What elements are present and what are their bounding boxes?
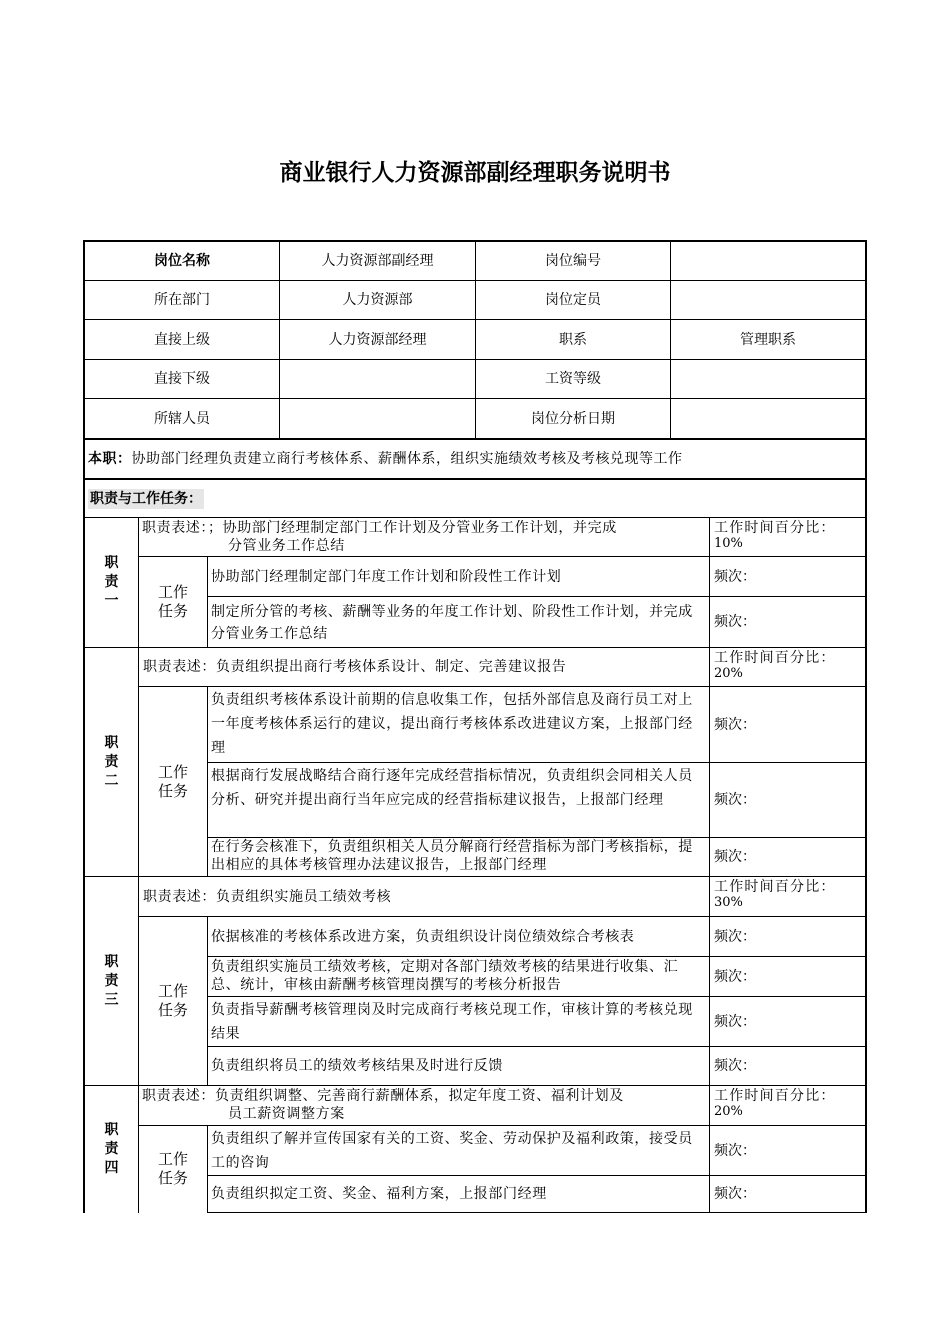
duty-1-time-label: 工作时间百分比： — [714, 520, 836, 536]
department-value: 人力资源部 — [342, 292, 413, 308]
duty-3-task-3: 负责指导薪酬考核管理岗及时完成商行考核兑现工作，审核计算的考核兑现结果 — [211, 1002, 693, 1042]
document-title: 商业银行人力资源部副经理职务说明书 — [279, 160, 671, 186]
department-label: 所在部门 — [154, 292, 210, 308]
duty-2-task-3: 在行务会核准下，负责组织相关人员分解商行经营指标为部门考核指标，提出相应的具体考核管理办法建议报告，上报部门经理 — [211, 839, 693, 873]
duty-4-task-label: 工作任务 — [157, 1150, 188, 1187]
duty-4-time-share — [711, 1086, 865, 1125]
staffing-label: 岗位定员 — [545, 292, 601, 308]
duty-3-time-label: 工作时间百分比： — [714, 879, 836, 895]
analysis-date-label: 岗位分析日期 — [531, 410, 615, 427]
duty-1-task-label-cell — [139, 557, 207, 647]
duty-2-task-2-freq: 频次： — [714, 792, 756, 808]
duty-1-time-share — [711, 518, 865, 556]
duty-3-task-1-freq: 频次： — [714, 928, 756, 945]
duty-2-task-label: 工作任务 — [157, 762, 188, 800]
primary-duty-label: 本职： — [88, 451, 132, 467]
duty-1-time-value: 10% — [714, 536, 743, 551]
duty-1-task-2: 制定所分管的考核、薪酬等业务的年度工作计划、阶段性工作计划，并完成分管业务工作总结 — [211, 604, 693, 642]
managed-staff-value — [280, 399, 475, 438]
duty-4-time-label: 工作时间百分比： — [714, 1088, 836, 1104]
duty-1-task-label: 工作任务 — [157, 583, 188, 620]
primary-duty — [85, 440, 865, 478]
superior-label: 直接上级 — [154, 331, 210, 348]
duty-3-task-2-freq: 频次： — [714, 968, 756, 985]
duty-1-task-1-freq: 频次： — [714, 568, 756, 585]
duty-1-description — [140, 518, 709, 556]
duty-2-task-1: 负责组织考核体系设计前期的信息收集工作，包括外部信息及商行员工对上一年度考核体系运行的建议，提出商行考核体系改进建议方案，上报部门经理 — [211, 692, 693, 756]
duty-4-name-cell — [85, 1086, 138, 1212]
duty-3-time-share — [711, 877, 865, 916]
duty-1-name: 职责一 — [104, 555, 119, 609]
post-code-label: 岗位编号 — [545, 253, 601, 269]
superior-value: 人力资源部经理 — [328, 331, 427, 348]
duty-4-desc-line1: 职责表述：负责组织调整、完善商行薪酬体系，拟定年度工资、福利计划及 — [142, 1088, 624, 1104]
post-name-label: 岗位名称 — [154, 253, 210, 269]
duty-3-name: 职责三 — [104, 953, 119, 1008]
duty-3-task-4-freq: 频次： — [714, 1058, 756, 1074]
post-name-value: 人力资源部副经理 — [321, 253, 434, 269]
managed-staff-label: 所辖人员 — [154, 410, 210, 427]
duty-2-time-value: 20% — [714, 666, 743, 681]
post-code-value — [671, 242, 865, 280]
duty-4-task-2-freq: 频次： — [714, 1186, 756, 1202]
duty-4-time-value: 20% — [714, 1104, 743, 1119]
duty-1-desc-line1: 职责表述：；协助部门经理制定部门工作计划及分管业务工作计划，并完成 — [142, 520, 617, 536]
duty-4-task-2: 负责组织拟定工资、奖金、福利方案，上报部门经理 — [211, 1186, 547, 1202]
analysis-date-value — [671, 399, 865, 438]
duty-2-time-share — [711, 648, 865, 686]
duty-3-time-value: 30% — [714, 895, 743, 910]
duty-2-desc-line1: 职责表述：负责组织提出商行考核体系设计、制定、完善建议报告 — [143, 659, 567, 675]
duty-1-name-cell — [85, 518, 138, 647]
duty-4-name: 职责四 — [104, 1121, 119, 1176]
duty-2-name: 职责二 — [104, 734, 119, 789]
duty-1-task-2-freq: 频次： — [714, 614, 756, 630]
primary-duty-text: 协助部门经理负责建立商行考核体系、薪酬体系，组织实施绩效考核及考核兑现等工作 — [131, 451, 683, 467]
duty-4-task-1-freq: 频次： — [714, 1142, 756, 1159]
duty-3-task-2: 负责组织实施员工绩效考核，定期对各部门绩效考核的结果进行收集、汇总、统计，审核由薪酬考核管理岗撰写的考核分析报告 — [211, 959, 679, 993]
job-family-value: 管理职系 — [740, 331, 796, 348]
duty-2-task-1-freq: 频次： — [714, 716, 756, 733]
job-family-label: 职系 — [559, 331, 587, 348]
duty-1-desc-line2: 分管业务工作总结 — [228, 538, 345, 554]
duty-4-task-1: 负责组织了解并宣传国家有关的工资、奖金、劳动保护及福利政策，接受员工的咨询 — [211, 1131, 693, 1171]
duty-3-desc-line1: 职责表述：负责组织实施员工绩效考核 — [143, 888, 392, 905]
duty-3-task-label-cell — [139, 917, 207, 1085]
duty-4-desc-line2: 员工薪资调整方案 — [228, 1106, 345, 1122]
duty-3-name-cell — [85, 877, 138, 1085]
duty-3-description — [140, 877, 709, 916]
duty-2-description — [140, 648, 709, 686]
duty-2-task-2: 根据商行发展战略结合商行逐年完成经营指标情况，负责组织会同相关人员分析、研究并提出商行当年应完成的经营指标建议报告，上报部门经理 — [211, 768, 693, 808]
duty-3-task-3-freq: 频次： — [714, 1013, 756, 1030]
staffing-value — [671, 281, 865, 319]
duty-2-name-cell — [85, 648, 138, 876]
duty-2-task-3-freq: 频次： — [714, 849, 756, 865]
duty-3-task-1: 依据核准的考核体系改进方案，负责组织设计岗位绩效综合考核表 — [211, 928, 635, 945]
subordinate-label: 直接下级 — [154, 371, 210, 387]
salary-grade-value — [671, 360, 865, 398]
section-header-label: 职责与工作任务： — [90, 491, 202, 507]
duty-3-task-label: 工作任务 — [157, 982, 188, 1019]
duty-3-task-4: 负责组织将员工的绩效考核结果及时进行反馈 — [211, 1058, 503, 1074]
duty-1-task-1: 协助部门经理制定部门年度工作计划和阶段性工作计划 — [211, 568, 562, 585]
duty-4-description — [140, 1086, 709, 1125]
section-header — [85, 480, 285, 518]
duty-4-task-label-cell — [139, 1126, 207, 1212]
duty-2-task-label-cell — [139, 687, 207, 876]
subordinate-value — [280, 360, 475, 398]
salary-grade-label: 工资等级 — [545, 371, 601, 387]
duty-2-time-label: 工作时间百分比： — [714, 650, 836, 666]
